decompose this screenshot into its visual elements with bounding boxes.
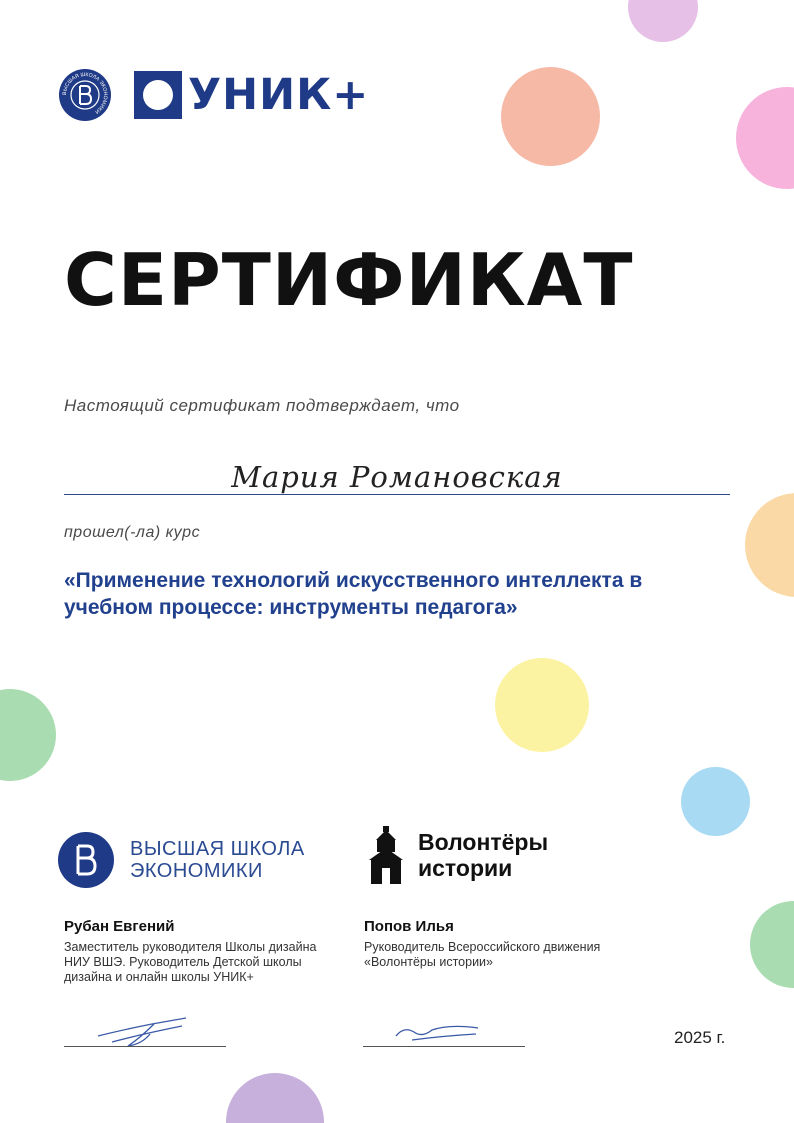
unik-logo-mark bbox=[134, 71, 182, 119]
hse-logo-line1: ВЫСШАЯ ШКОЛА bbox=[130, 838, 305, 860]
signatory-2-name: Попов Илья bbox=[364, 918, 454, 935]
passed-text: прошел(-ла) курс bbox=[64, 524, 201, 541]
signatory-1-role: Заместитель руководителя Школы дизайна НИУ ВШЭ. Руководитель Детской школы дизайна и онлайн школы УНИК+ bbox=[64, 940, 317, 984]
vi-logo-line2: истории bbox=[418, 855, 513, 881]
decor-circle-green-right bbox=[750, 901, 794, 988]
hse-logo-text bbox=[130, 838, 305, 882]
svg-text:ВЫСШАЯ ШКОЛА ЭКОНОМИКИ: ВЫСШАЯ ШКОЛА ЭКОНОМИКИ bbox=[61, 71, 109, 115]
hse-seal-logo bbox=[58, 68, 112, 122]
intro-text: Настоящий сертификат подтверждает, что bbox=[64, 396, 460, 415]
course-title: «Применение технологий искусственного интеллекта в учебном процессе: инструменты педагога» bbox=[64, 569, 643, 619]
certificate-title: СЕРТИФИКАТ bbox=[64, 238, 634, 322]
tower-icon bbox=[366, 826, 406, 884]
decor-circle-blue bbox=[681, 767, 750, 836]
decor-circle-green-left bbox=[0, 689, 56, 781]
decor-circle-yellow bbox=[495, 658, 589, 752]
signatory-2-role: Руководитель Всероссийского движения «Волонтёры истории» bbox=[364, 940, 601, 969]
volunteers-history-logo bbox=[366, 826, 548, 884]
issue-year: 2025 г. bbox=[674, 1028, 726, 1047]
hse-logo-line2: ЭКОНОМИКИ bbox=[130, 860, 263, 882]
unik-logo bbox=[134, 70, 369, 120]
recipient-name: Мария Романовская bbox=[231, 460, 563, 494]
decor-circle-lilac bbox=[628, 0, 698, 42]
signature-2 bbox=[392, 1018, 484, 1046]
unik-logo-text: УНИК+ bbox=[188, 69, 370, 120]
signature-1-line bbox=[64, 1046, 226, 1047]
signatory-1 bbox=[64, 918, 324, 985]
recipient-underline bbox=[64, 494, 730, 495]
hse-logo bbox=[58, 832, 305, 888]
signatory-1-name: Рубан Евгений bbox=[64, 918, 175, 935]
signatory-2 bbox=[364, 918, 624, 970]
hse-emblem-icon bbox=[58, 832, 114, 888]
vi-logo-line1: Волонтёры bbox=[418, 829, 549, 855]
signature-2-line bbox=[363, 1046, 525, 1047]
decor-circle-purple bbox=[226, 1073, 324, 1123]
decor-circle-peach bbox=[501, 67, 600, 166]
volunteers-history-text bbox=[418, 829, 548, 881]
decor-circle-pink bbox=[736, 87, 794, 189]
decor-circle-orange bbox=[745, 493, 794, 597]
